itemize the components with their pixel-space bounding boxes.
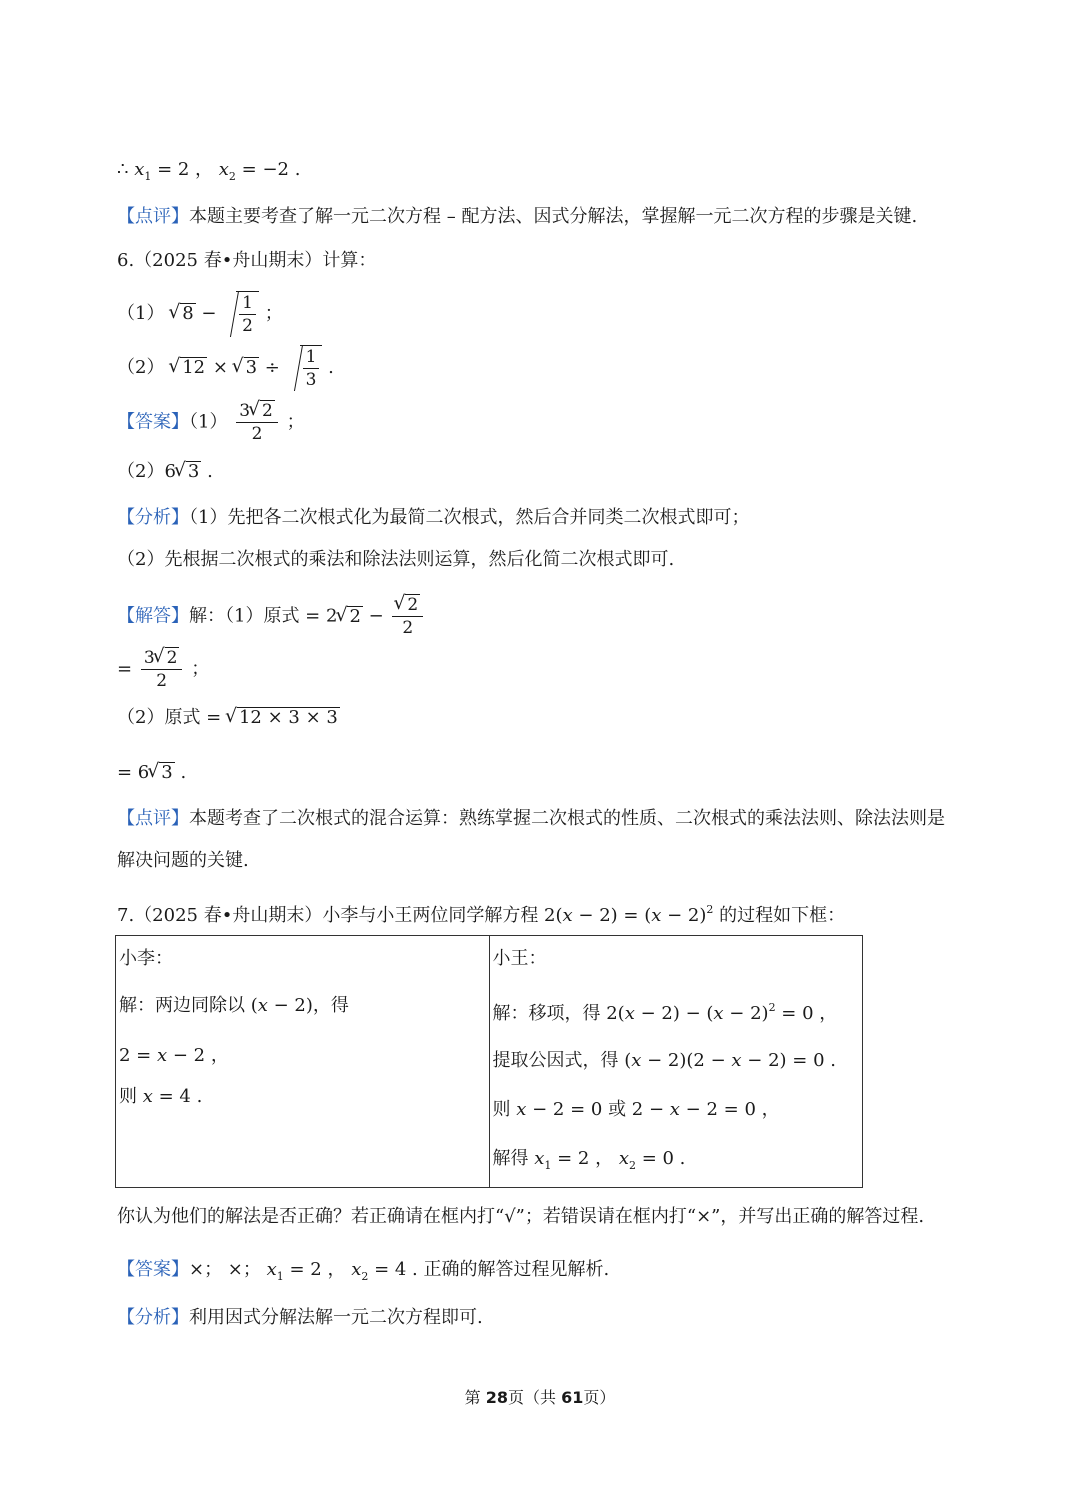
solution-6-line1: 【解答】解：（1）原式 = 2√ 2 − √ $\frac{2}{2}$ — [117, 594, 426, 639]
review-6-line1: 【点评】本题考查了二次根式的混合运算：熟练掌握二次根式的性质、二次根式的乘法法则、除法法则是 — [117, 808, 945, 829]
solution-6-line2: = $\frac{3√ 2}{2}$ ； — [117, 647, 209, 692]
answer-6-part2: （2）6√ 3 . — [117, 459, 213, 485]
review-tag: 【点评】 — [117, 808, 189, 829]
answer-tag: 【答案】 — [117, 1259, 189, 1280]
question-6-title: 6.（2025 春•舟山期末）计算： — [117, 250, 377, 271]
analysis-6-line2: （2）先根据二次根式的乘法和除法法则运算，然后化简二次根式即可. — [117, 549, 675, 570]
review-6-line2: 解决问题的关键. — [117, 850, 249, 871]
solutions-comparison-table — [115, 935, 863, 1188]
solution-conclusion: ∴ $x_1 = 2$ ， $x_2 = -2$ . — [117, 159, 301, 183]
xiaowang-cell: 小王： 解：移项，得 $2(x - 2) - (x - 2)^2 = 0$ ， 提取公因式，得 (x − 2)(2 − x − 2) = 0 . 则 x − 2 = 0 或 2 − x − 2 = 0 ， 解得 $x_1 = 2$ ， $x_2 = 0$ . — [489, 936, 863, 1187]
answer-6-part1: 【答案】（1） $\frac{3√ 2}{2}$ ； — [117, 400, 305, 445]
xiaoli-name: 小李： — [119, 948, 173, 969]
review-tag: 【点评】 — [117, 206, 189, 227]
solution-6-line4: = 6√ 3 . — [117, 760, 186, 786]
question-7-title: 7.（2025 春•舟山期末）小李与小王两位同学解方程 $2(x - 2) = (x - 2)^2$ 的过程如下框： — [117, 903, 846, 926]
answer-tag: 【答案】 — [117, 411, 189, 433]
xiaowang-name: 小王： — [492, 948, 547, 969]
solution-tag: 【解答】 — [117, 605, 189, 627]
analysis-tag: 【分析】 — [117, 1307, 189, 1328]
analysis-6-line1: 【分析】（1）先把各二次根式化为最简二次根式，然后合并同类二次根式即可； — [117, 507, 750, 528]
page-footer: 第 28页（共 61页） — [464, 1388, 616, 1407]
review-5: 【点评】本题主要考查了解一元二次方程 – 配方法、因式分解法，掌握解一元二次方程的步骤是关键. — [117, 206, 918, 227]
xiaoli-cell: 小李： 解：两边同除以 (x − 2)，得 2 = x − 2 ， 则 x = 4 . — [119, 948, 349, 1107]
question-6-part1: （1） √ 8 − $\frac{1}{2}$ ； — [117, 291, 283, 337]
page-number: 28 — [485, 1388, 508, 1407]
question-7-prompt: 你认为他们的解法是否正确？若正确请在框内打“√”；若错误请在框内打“×”，并写出正确的解答过程. — [117, 1206, 925, 1227]
question-6-part2: （2） √ 12 × √ 3 ÷ $\frac{1}{3}$ . — [117, 345, 334, 391]
analysis-7: 【分析】利用因式分解法解一元二次方程即可. — [117, 1307, 483, 1328]
answer-7: 【答案】×； ×； $x_1 = 2$ ， $x_2 = 4$ . 正确的解答过程见解析. — [117, 1259, 610, 1283]
page-total: 61 — [561, 1388, 584, 1407]
analysis-tag: 【分析】 — [117, 507, 189, 528]
solution-6-line3: （2）原式 = √ 12 × 3 × 3 — [117, 705, 340, 731]
